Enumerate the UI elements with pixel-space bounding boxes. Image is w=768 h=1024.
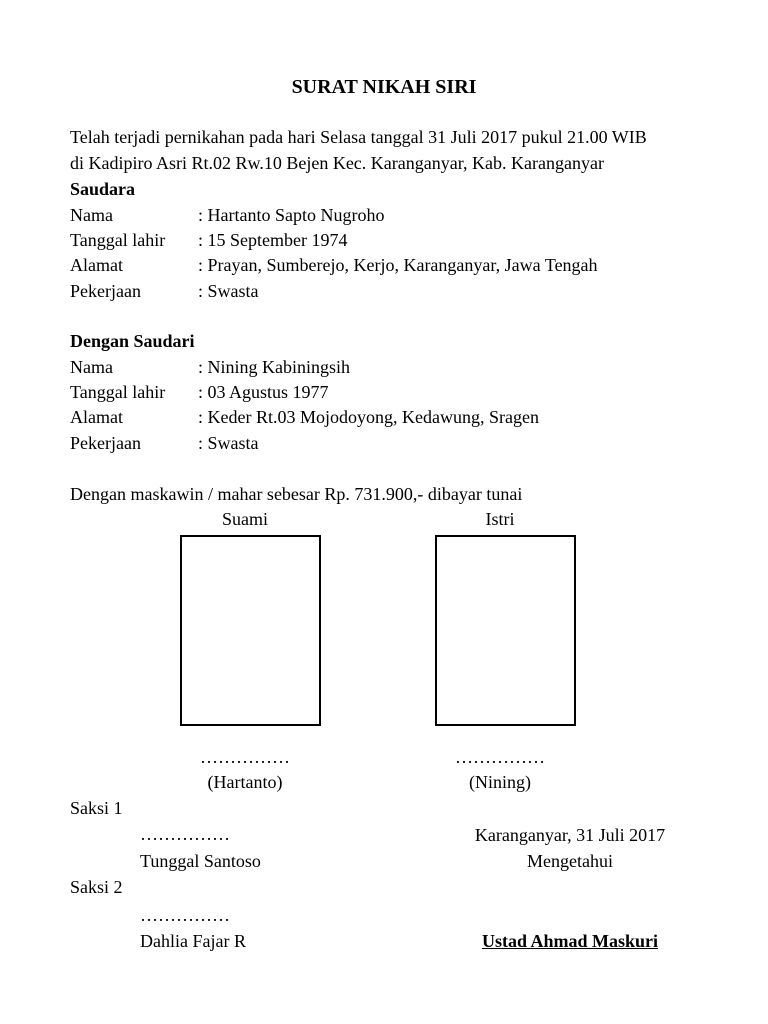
official-name: Ustad Ahmad Maskuri	[481, 931, 659, 951]
wife-signature-line: ……………	[455, 747, 545, 767]
groom-name-label: Nama	[70, 205, 113, 225]
intro-line-1: Telah terjadi pernikahan pada hari Selasa tanggal 31 Juli 2017 pukul 21.00 WIB	[70, 127, 647, 147]
bride-occupation-value: : Swasta	[198, 433, 259, 453]
dowry-statement: Dengan maskawin / mahar sebesar Rp. 731.900,- dibayar tunai	[70, 484, 523, 504]
groom-address-value: : Prayan, Sumberejo, Kerjo, Karanganyar, Jawa Tengah	[198, 255, 598, 275]
witness-2-label: Saksi 2	[70, 877, 123, 897]
bride-heading: Dengan Saudari	[70, 331, 195, 351]
witness-2-name: Dahlia Fajar R	[140, 931, 246, 951]
husband-photo-box	[180, 535, 321, 726]
groom-occupation-label: Pekerjaan	[70, 281, 141, 301]
wife-signature-name: (Nining)	[469, 772, 531, 792]
bride-birthdate-value: : 03 Agustus 1977	[198, 382, 329, 402]
witness-1-signature-line: ……………	[140, 824, 230, 844]
acknowledged-label: Mengetahui	[527, 851, 613, 871]
witness-1-label: Saksi 1	[70, 798, 123, 818]
husband-signature-name: (Hartanto)	[207, 772, 283, 792]
groom-heading: Saudara	[70, 179, 136, 199]
bride-name-label: Nama	[70, 357, 113, 377]
bride-address-label: Alamat	[70, 407, 123, 427]
groom-address-label: Alamat	[70, 255, 123, 275]
bride-occupation-label: Pekerjaan	[70, 433, 141, 453]
wife-photo-box	[435, 535, 576, 726]
place-date: Karanganyar, 31 Juli 2017	[474, 825, 666, 845]
husband-label: Suami	[221, 509, 268, 529]
bride-address-value: : Keder Rt.03 Mojodoyong, Kedawung, Sragen	[198, 407, 539, 427]
bride-name-value: : Nining Kabiningsih	[198, 357, 350, 377]
husband-signature-line: ……………	[200, 747, 290, 767]
groom-birthdate-value: : 15 September 1974	[198, 230, 348, 250]
document-title: SURAT NIKAH SIRI	[291, 76, 477, 98]
bride-birthdate-label: Tanggal lahir	[70, 382, 166, 402]
witness-1-name: Tunggal Santoso	[140, 851, 261, 871]
groom-birthdate-label: Tanggal lahir	[70, 230, 166, 250]
groom-name-value: : Hartanto Sapto Nugroho	[198, 205, 385, 225]
wife-label: Istri	[485, 509, 515, 529]
witness-2-signature-line: ……………	[140, 905, 230, 925]
groom-occupation-value: : Swasta	[198, 281, 259, 301]
intro-line-2: di Kadipiro Asri Rt.02 Rw.10 Bejen Kec. Karanganyar, Kab. Karanganyar	[70, 153, 604, 173]
